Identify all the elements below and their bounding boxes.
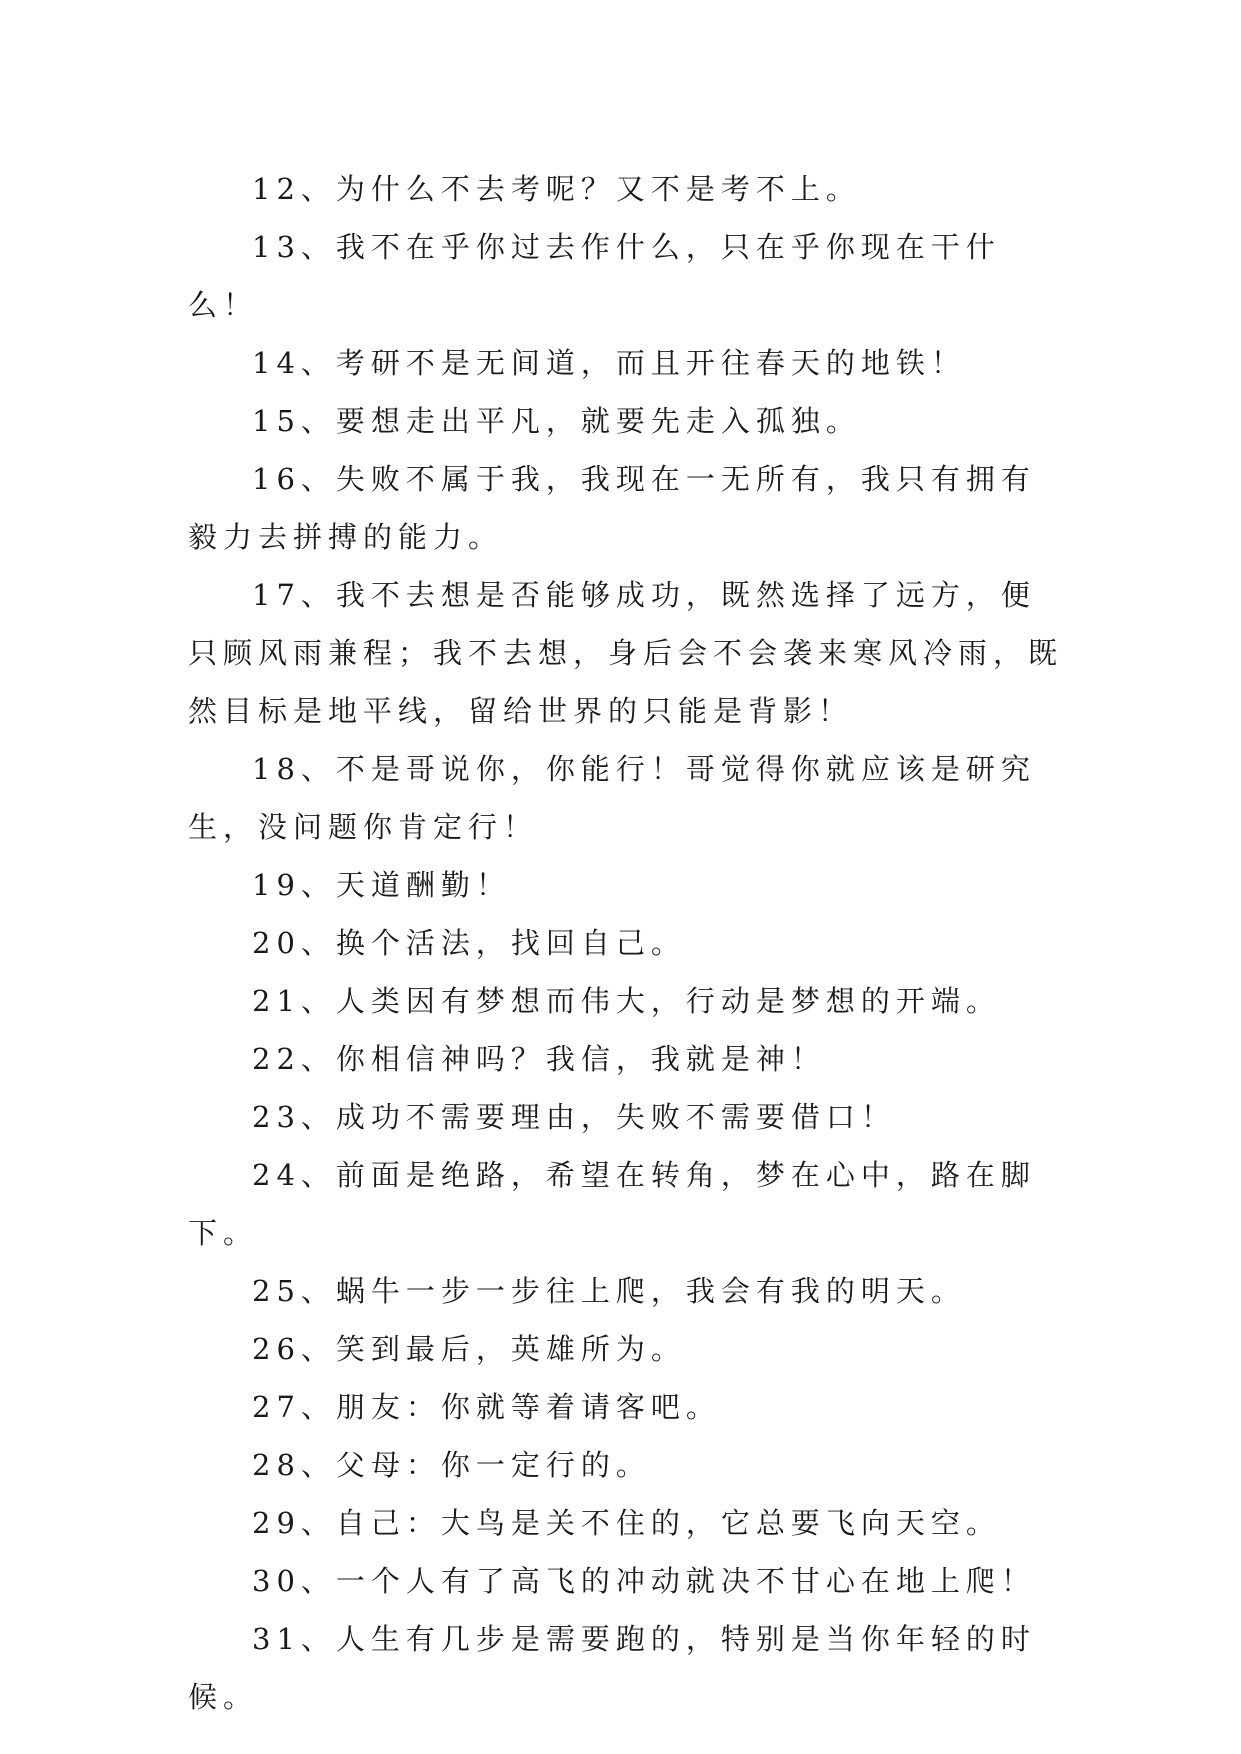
list-item: 13、我不在乎你过去作什么，只在乎你现在干什么！ xyxy=(188,230,1001,322)
list-item: 16、失败不属于我，我现在一无所有，我只有拥有毅力去拼搏的能力。 xyxy=(188,462,1036,554)
list-item: 14、考研不是无间道，而且开往春天的地铁！ xyxy=(252,346,966,380)
list-item: 19、天道酬勤！ xyxy=(252,868,511,902)
list-item: 20、换个活法，找回自己。 xyxy=(252,926,686,960)
quote-list xyxy=(188,160,1068,1726)
list-item: 29、自己：大鸟是关不住的，它总要飞向天空。 xyxy=(252,1506,1001,1540)
list-item: 23、成功不需要理由，失败不需要借口！ xyxy=(252,1100,896,1134)
list-item: 21、人类因有梦想而伟大，行动是梦想的开端。 xyxy=(252,984,1001,1018)
list-item: 26、笑到最后，英雄所为。 xyxy=(252,1332,686,1366)
list-item: 27、朋友：你就等着请客吧。 xyxy=(252,1390,721,1424)
list-item: 25、蜗牛一步一步往上爬，我会有我的明天。 xyxy=(252,1274,966,1308)
list-item: 22、你相信神吗？我信，我就是神！ xyxy=(252,1042,826,1076)
list-item: 17、我不去想是否能够成功，既然选择了远方，便只顾风雨兼程；我不去想，身后会不会袭来寒风冷雨，既然目标是地平线，留给世界的只能是背影！ xyxy=(188,578,1064,728)
list-item: 31、人生有几步是需要跑的，特别是当你年轻的时候。 xyxy=(188,1622,1036,1714)
list-item: 15、要想走出平凡，就要先走入孤独。 xyxy=(252,404,861,438)
list-item: 30、一个人有了高飞的冲动就决不甘心在地上爬！ xyxy=(252,1564,1036,1598)
list-item: 28、父母：你一定行的。 xyxy=(252,1448,651,1482)
list-item: 24、前面是绝路，希望在转角，梦在心中，路在脚下。 xyxy=(188,1158,1036,1250)
list-item: 18、不是哥说你，你能行！哥觉得你就应该是研究生，没问题你肯定行！ xyxy=(188,752,1036,844)
list-item: 12、为什么不去考呢？又不是考不上。 xyxy=(252,172,861,206)
